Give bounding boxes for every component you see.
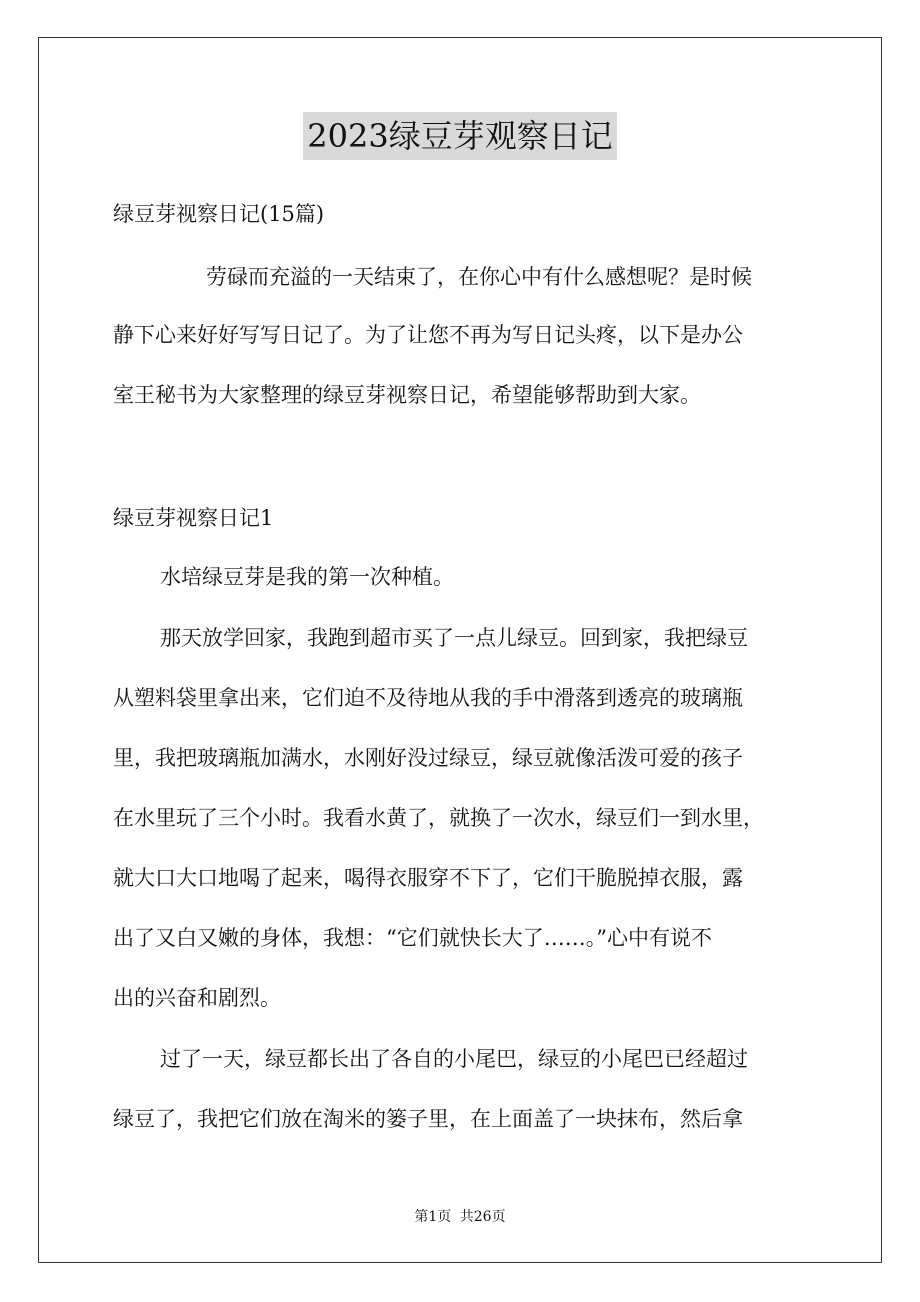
document-title: 2023绿豆芽观察日记 [303,112,616,160]
body-line: 就大口大口地喝了起来，喝得衣服穿不下了，它们干脆脱掉衣服，露 [113,866,743,890]
page-footer [0,1206,920,1226]
body-line: 水培绿豆芽是我的第一次种植。 [160,565,454,589]
title-container [0,112,920,160]
intro-line: 静下心来好好写写日记了。为了让您不再为写日记头疼，以下是办公 [113,323,743,347]
body-line: 那天放学回家，我跑到超市买了一点儿绿豆。回到家，我把绿豆 [160,626,748,650]
document-subtitle: 绿豆芽视察日记(15篇) [113,202,325,226]
body-line: 里，我把玻璃瓶加满水，水刚好没过绿豆，绿豆就像活泼可爱的孩子 [113,746,743,770]
page-number: 第1页 [414,1209,452,1225]
body-line: 出了又白又嫩的身体，我想：“它们就快长大了……。”心中有说不 [113,926,712,950]
section-heading: 绿豆芽视察日记1 [113,506,274,530]
body-line: 从塑料袋里拿出来，它们迫不及待地从我的手中滑落到透亮的玻璃瓶 [113,686,743,710]
intro-line: 室王秘书为大家整理的绿豆芽视察日记，希望能够帮助到大家。 [113,383,701,407]
page-total: 共26页 [459,1209,506,1225]
body-line: 出的兴奋和剧烈。 [113,986,281,1010]
intro-line: 劳碌而充溢的一天结束了，在你心中有什么感想呢？是时候 [206,265,752,289]
body-line: 在水里玩了三个小时。我看水黄了，就换了一次水，绿豆们一到水里， [113,806,764,830]
body-line: 绿豆了，我把它们放在淘米的篓子里，在上面盖了一块抹布，然后拿 [113,1107,743,1131]
body-line: 过了一天，绿豆都长出了各自的小尾巴，绿豆的小尾巴已经超过 [160,1047,748,1071]
